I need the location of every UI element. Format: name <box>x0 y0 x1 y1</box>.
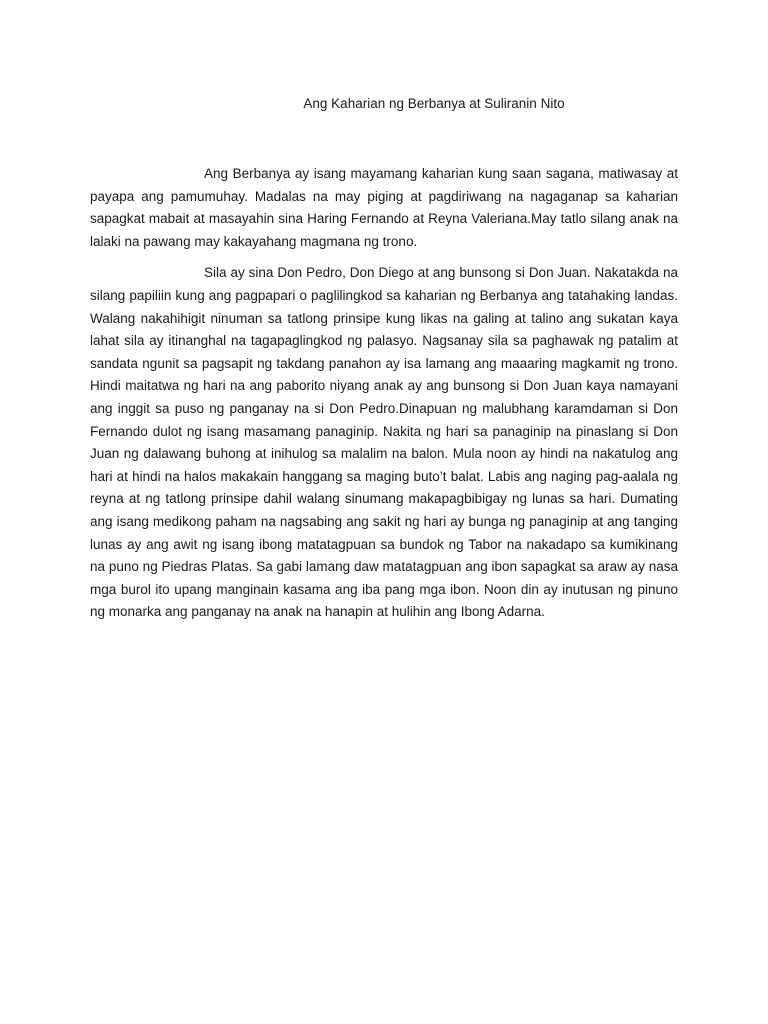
document-body <box>90 163 678 633</box>
paragraph-2: Sila ay sina Don Pedro, Don Diego at ang bunsong si Don Juan. Nakatakda na silang papiliin kung ang pagpapari o paglilingkod sa kaharian ng Berbanya ang tatahaking landas. Walang nakahihigit ninuman sa tatlong prinsipe kung likas na galing at talino ang sukatan kaya lahat sila ay itinanghal na tagapaglingkod ng palasyo. Nagsanay sila sa paghawak ng patalim at sandata ngunit sa pagsapit ng takdang panahon ay isa lamang ang maaaring magkamit ng trono. Hindi maitatwa ng hari na ang paborito niyang anak ay ang bunsong si Don Juan kaya namayani ang inggit sa puso ng panganay na si Don Pedro.Dinapuan ng malubhang karamdaman si Don Fernando dulot ng isang masamang panaginip. Nakita ng hari sa panaginip na pinaslang si Don Juan ng dalawang buhong at inihulog sa malalim na balon. Mula noon ay hindi na nakatulog ang hari at hindi na halos makakain hanggang sa maging buto’t balat. Labis ang naging pag-aalala ng reyna at ng tatlong prinsipe dahil walang sinumang makapagbibigay ng lunas sa hari. Dumating ang isang medikong paham na nagsabing ang sakit ng hari ay bunga ng panaginip at ang tanging lunas ay ang awit ng isang ibong matatagpuan sa bundok ng Tabor na nakadapo sa kumikinang na puno ng Piedras Platas. Sa gabi lamang daw matatagpuan ang ibon sapagkat sa araw ay nasa mga burol ito upang manginain kasama ang iba pang mga ibon. Noon din ay inutusan ng pinuno ng monarka ang panganay na anak na hanapin at hulihin ang Ibong Adarna. <box>90 265 678 620</box>
paragraph-1: Ang Berbanya ay isang mayamang kaharian kung saan sagana, matiwasay at payapa ang pamumuhay. Madalas na may piging at pagdiriwang na nagaganap sa kaharian sapagkat mabait at masayahin sina Haring Fernando at Reyna Valeriana.May tatlo silang anak na lalaki na pawang may kakayahang magmana ng trono. <box>90 166 678 249</box>
document-title: Ang Kaharian ng Berbanya at Suliranin Nito <box>303 96 565 111</box>
